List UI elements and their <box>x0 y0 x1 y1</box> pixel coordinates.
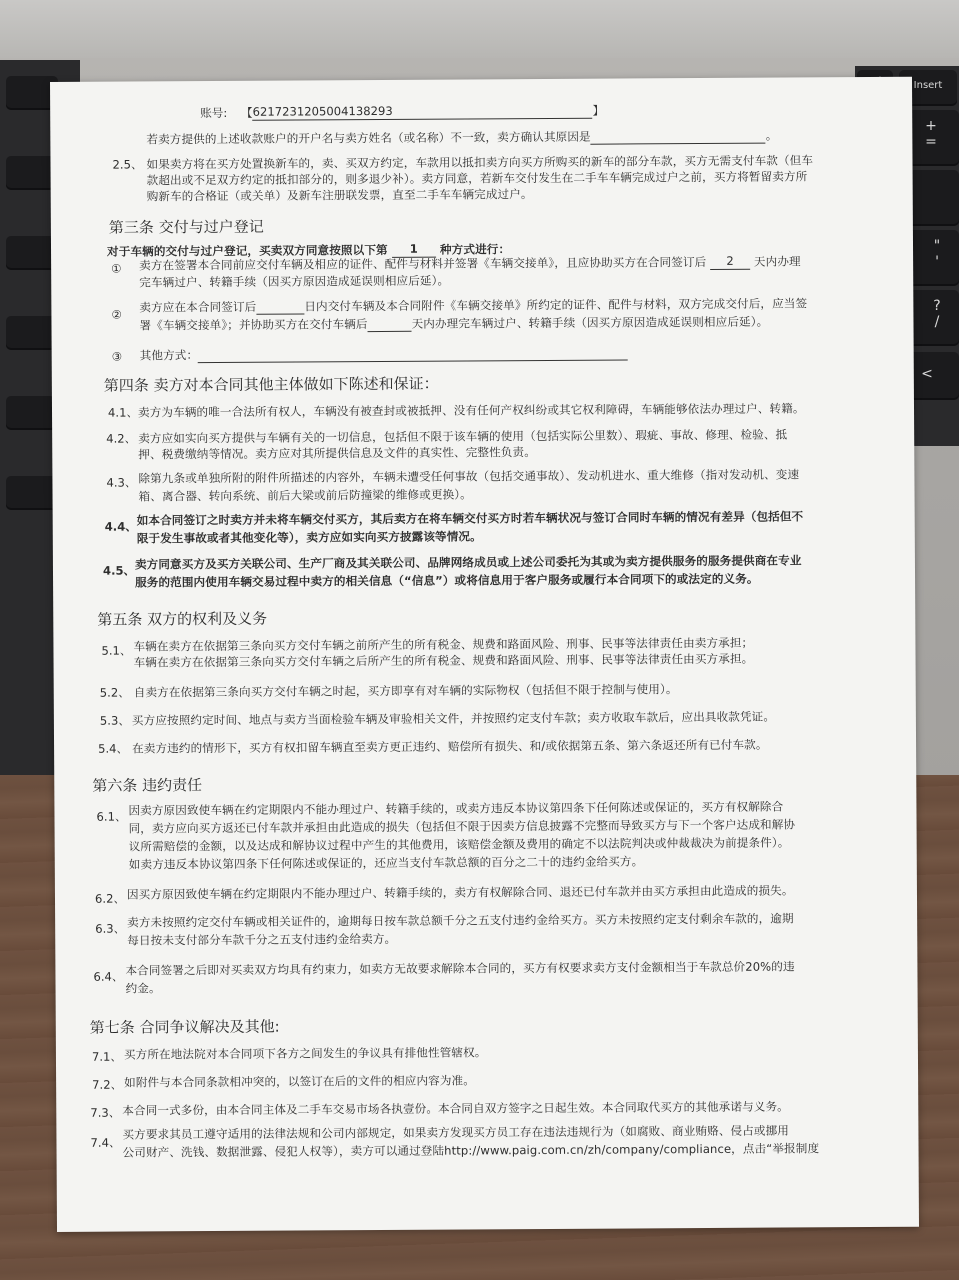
laptop-lid <box>0 0 959 58</box>
equals-key-label: = <box>925 134 937 150</box>
clause-2-5-line: 款超出或不足双方约定的抵扣部分的，则多退少补）。卖方同意，若新车交付发生在二手车车辆完成过户之前，买方将暂留卖方所 <box>146 169 808 188</box>
clause-line: 买方应按照约定时间、地点与卖方当面检验车辆及审验相关文件，并按照约定支付车款；卖方收取车款后，应出具收款凭证。 <box>131 709 776 728</box>
slash-key-label: / <box>934 314 940 330</box>
clause-line: 限于发生事故或者其他变化等），卖方应如实向买方披露该等情况。 <box>136 529 482 546</box>
option-2-line: 卖方应在本合同签订后 日内交付车辆及本合同附件《车辆交接单》所约定的证件、配件与材料，双方完成交付后，应当签 <box>139 296 808 315</box>
section-4-title: 第四条 卖方对本合同其他主体做如下陈述和保证： <box>103 374 439 395</box>
clause-num: 4.5、 <box>102 563 136 578</box>
left-arrow-key-label: < <box>921 366 933 382</box>
account-bracket-open: 【 <box>240 105 253 120</box>
clause-num: 4.2、 <box>106 431 137 446</box>
clause-line: 服务的范围内使用车辆交易过程中卖方的相关信息（“信息”）或将信息用于客户服务或履行本合同项下的或法定的义务。 <box>135 571 759 590</box>
account-number: 6217231205004138293 <box>252 103 393 119</box>
clause-line: 买方所在地法院对本合同项下各方之间发生的争议具有排他性管辖权。 <box>123 1045 487 1062</box>
option-2-mark: ② <box>111 307 122 322</box>
option-1-line: 完车辆过户、转籍手续（因买方原因造成延误则相应后延）。 <box>139 273 450 290</box>
clause-num: 7.1、 <box>91 1049 123 1064</box>
clause-num: 5.2、 <box>99 685 130 700</box>
section-3-title: 第三条 交付与过户登记 <box>108 217 264 237</box>
insert-key-label: Insert <box>913 80 943 91</box>
clause-line: 买方要求其员工遵守适用的法律法规和公司内部规定，如果卖方发现买方员工存在违法违规行为（如腐败、商业贿赂、侵占或挪用 <box>122 1123 790 1142</box>
clause-line: 约金。 <box>125 981 161 996</box>
account-bracket-close: 】 <box>592 103 605 118</box>
clause-line: 在卖方违约的情形下，买方有权扣留车辆直至卖方更正违约、赔偿所有损失、和/或依据第五条、第六条返还所有已付车款。 <box>132 737 768 756</box>
clause-2-5-line: 如果卖方将在买方处置换新车的，卖、买双方约定，车款用以抵扣卖方向买方所购买的新车的部分车款，买方无需支付车款（但车 <box>146 153 814 172</box>
clause-line: 车辆在卖方在依据第三条向买方交付车辆之后所产生的所有税金、规费和路面风险、刑事、民事等法律责任由买方承担。 <box>133 651 754 670</box>
clause-line: 除第九条或单独所附的附件所描述的内容外，车辆未遭受任何事故（包括交通事故）、发动机进水、重大维修（指对发动机、变速 <box>138 467 800 486</box>
clause-num: 6.4、 <box>93 969 124 984</box>
section-6-title: 第六条 违约责任 <box>92 776 203 795</box>
account-field <box>253 103 593 121</box>
account-note: 若卖方提供的上述收款账户的开户名与卖方姓名（或名称）不一致，卖方确认其原因是 。 <box>146 128 778 147</box>
option-2-days2-field <box>368 316 412 332</box>
clause-line: 车辆在卖方在依据第三条向买方交付车辆之前所产生的所有税金、规费和路面风险、刑事、民事等法律责任由卖方承担； <box>133 635 754 654</box>
clause-line: 每日按未支付部分车款千分之五支付违约金给卖方。 <box>127 931 397 948</box>
clause-line: 卖方应如实向买方提供与车辆有关的一切信息，包括但不限于该车辆的使用（包括实际公里数）、瑕疵、事故、修理、检验、抵 <box>138 427 788 446</box>
clause-num: 6.3、 <box>95 921 126 936</box>
clause-line: 议所需赔偿的金额，以及达成和解协议过程中产生的其他费用，该赔偿金额及费用的确定不以法院判决或仲裁裁决为前提条件）。 <box>128 835 790 854</box>
clause-line: 同，卖方应向买方返还已付车款并承担由此造成的损失（包括但不限于因卖方信息披露不完整而导致买方与下一个客户达成和解协 <box>128 817 796 836</box>
clause-line: 因卖方原因致使车辆在约定期限内不能办理过户、转籍手续的，或卖方违反本协议第四条下任何陈述或保证的，买方有权解除合 <box>128 799 784 818</box>
clause-line: 卖方为车辆的唯一合法所有权人，车辆没有被查封或被抵押、没有任何产权纠纷或其它权利障碍，车辆能够依法办理过户、转籍。 <box>137 401 805 420</box>
account-line <box>200 103 604 121</box>
section-7-title: 第七条 合同争议解决及其他: <box>89 1017 280 1037</box>
clause-num: 5.3、 <box>99 713 130 728</box>
section-3-intro: 对于车辆的交付与过户登记，买卖双方同意按照以下第 1 种方式进行： <box>106 241 511 259</box>
delivery-method-value: 1 <box>392 242 436 258</box>
clause-line: 卖方未按照约定交付车辆或相关证件的，逾期每日按车款总额千分之五支付违约金给买方。买方未按照约定支付剩余车款的，逾期 <box>127 911 794 930</box>
section-5-title: 第五条 双方的权利及义务 <box>97 609 268 629</box>
option-1-mark: ① <box>111 261 122 276</box>
quote-key-label: " <box>933 238 941 254</box>
option-2-line: 署《车辆交接单》；并协助买方在交付车辆后 天内办理完车辆过户、转籍手续（因买方原因造成延误则相应后延）。 <box>139 314 769 333</box>
clause-num: 4.1、 <box>107 405 139 420</box>
clause-2-5-num: 2.5、 <box>112 157 143 172</box>
clause-num: 5.4、 <box>98 741 129 756</box>
account-label: 账号: <box>200 105 228 121</box>
clause-num: 6.1、 <box>96 809 127 824</box>
reason-field <box>591 128 766 145</box>
clause-num: 5.1、 <box>101 643 132 658</box>
clause-num: 4.3、 <box>106 475 137 490</box>
question-key-label: ? <box>933 298 941 314</box>
plus-key-label: + <box>925 118 937 134</box>
clause-line: 自卖方在依据第三条向买方交付车辆之时起，买方即享有对车辆的实际物权（包括但不限于控制与使用）。 <box>133 682 678 700</box>
option-1-days-value: 2 <box>710 254 750 270</box>
clause-num: 4.4、 <box>104 519 137 534</box>
clause-line: 如附件与本合同条款相冲突的，以签订在后的文件的相应内容为准。 <box>124 1073 475 1090</box>
clause-num: 7.2、 <box>92 1077 123 1092</box>
contract-page <box>50 77 919 1232</box>
clause-line: 如本合同签订之时卖方并未将车辆交付买方，其后卖方在将车辆交付买方时若车辆状况与签订合同时车辆的情况有差异（包括但不 <box>136 509 804 528</box>
clause-num: 7.3、 <box>90 1105 121 1120</box>
other-method-field <box>198 344 628 363</box>
clause-line: 本合同一式多份，由本合同主体及二手车交易市场各执壹份。本合同自双方签字之日起生效。本合同取代买方的其他承诺与义务。 <box>122 1099 789 1118</box>
apos-key-label: ' <box>935 254 939 270</box>
clause-line: 如卖方违反本协议第四条下任何陈述或保证的，还应当支付车款总额的百分之二十的违约金给买方。 <box>128 854 644 872</box>
clause-line: 本合同签署之后即对买卖双方均具有约束力，如卖方无故要求解除本合同的，买方有权要求卖方支付金额相当于车款总价20%的违 <box>125 959 795 978</box>
option-2-days-field <box>256 298 304 314</box>
clause-line: 押、税费缴纳等情况。卖方应对其所提供信息及文件的真实性、完整性负责。 <box>138 445 536 462</box>
option-1-line: 卖方在签署本合同前应交付车辆及相应的证件、配件与材料并签署《车辆交接单》，且应协助买方在合同签订后 2 天内办理 <box>139 253 801 273</box>
clause-2-5-line: 购新车的合格证（或关单）及新车注册联发票，直至二手车车辆完成过户。 <box>146 187 533 204</box>
clause-num: 7.4、 <box>90 1135 121 1150</box>
clause-line: 箱、离合器、转向系统、前后大梁或前后防撞梁的维修或更换）。 <box>138 487 472 504</box>
option-3-line: 其他方式： <box>140 344 629 363</box>
clause-line: 因买方原因致使车辆在约定期限内不能办理过户、转籍手续的，卖方有权解除合同、退还已付车款并由买方承担由此造成的损失。 <box>126 883 794 902</box>
clause-line: 公司财产、洗钱、数据泄露、侵犯人权等），卖方可以通过登陆http://www.paig.com.cn/zh/company/compliance，点击“举报制度 <box>122 1141 820 1160</box>
option-3-mark: ③ <box>111 349 123 364</box>
clause-line: 卖方同意买方及买方关联公司、生产厂商及其关联公司、品牌网络成员或上述公司委托为其或为卖方提供服务的服务提供商在专业 <box>134 553 802 572</box>
clause-num: 6.2、 <box>94 891 126 906</box>
